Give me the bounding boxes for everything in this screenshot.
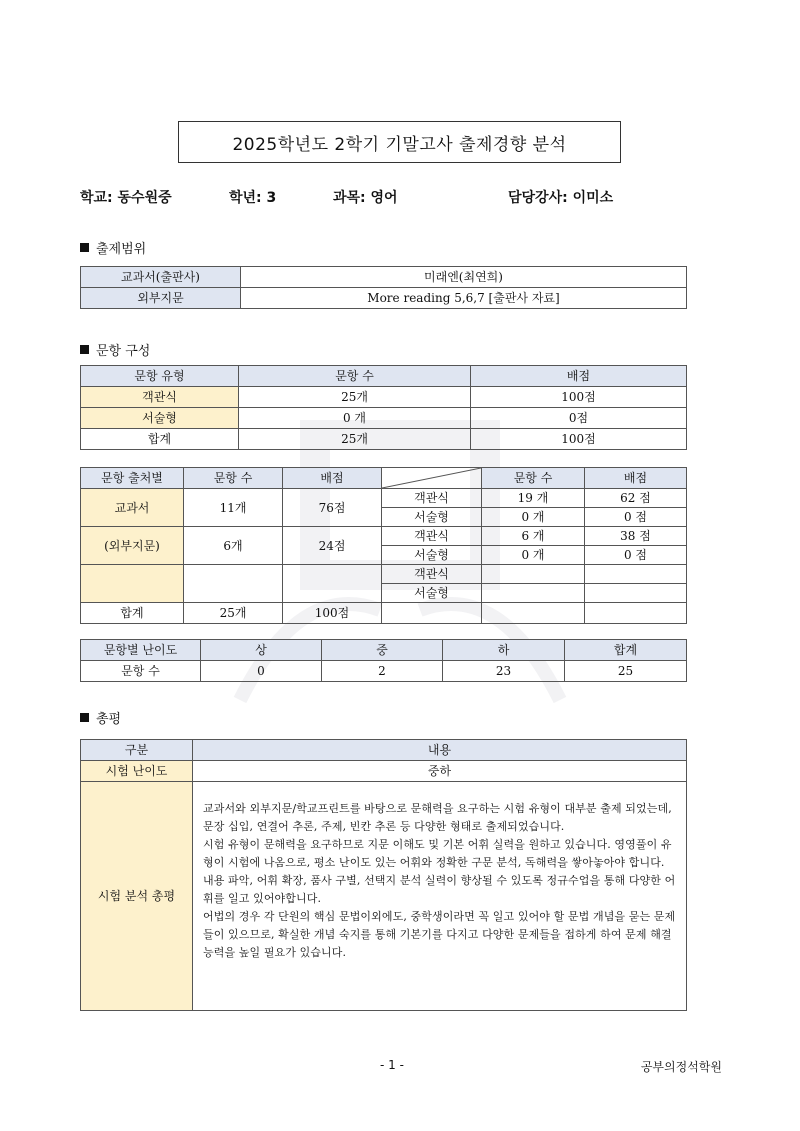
score-cell: 0점	[471, 408, 687, 429]
count-cell: 25개	[239, 429, 471, 450]
summary-paragraph: 시험 유형이 문해력을 요구하므로 지문 이해도 및 기본 어휘 실력을 원하고 있습니다. 영영풀이 유형이 시험에 나옴으로, 평소 난이도 있는 어휘와 정확한 구문 분석, 독해력을 쌓아놓아야 합니다. 내용 파악, 어휘 확장, 품사 구별, 선택지 분석 실력이 향상될 수 있도록 정규수업을 통해 다양한 어휘를 일고 있어야합니다.	[203, 838, 676, 905]
table-row	[81, 603, 687, 624]
header-cell: 배점	[585, 468, 687, 489]
type-cell: 서술형	[81, 408, 239, 429]
section-review-label: 총평	[96, 712, 122, 727]
sub-count-cell: 0 개	[482, 546, 585, 565]
diagonal-line-icon	[382, 468, 481, 488]
header-cell: 구분	[81, 740, 193, 761]
table-row	[81, 782, 687, 1011]
subject-info: 과목: 영어	[333, 190, 398, 206]
level-label-cell: 시험 난이도	[81, 761, 193, 782]
header-cell: 합계	[565, 640, 687, 661]
table-row	[81, 267, 687, 288]
header-cell: 문항 수	[184, 468, 283, 489]
table-row	[81, 761, 687, 782]
header-cell: 문항별 난이도	[81, 640, 201, 661]
type-cell: 합계	[81, 429, 239, 450]
header-cell: 문항 수	[239, 366, 471, 387]
sub-count-cell: 0 개	[482, 508, 585, 527]
sub-score-cell: 62 점	[585, 489, 687, 508]
difficulty-cell: 0	[201, 661, 322, 682]
info-row	[0, 187, 800, 209]
sub-score-cell	[585, 584, 687, 603]
section-review-heading	[80, 708, 121, 727]
header-cell: 문항 출처별	[81, 468, 184, 489]
diagonal-header-cell	[382, 468, 482, 489]
grade-info: 학년: 3	[229, 190, 277, 206]
sub-score-cell: 0 점	[585, 546, 687, 565]
source-count-cell: 11개	[184, 489, 283, 527]
source-name-cell	[81, 565, 184, 603]
table-row	[81, 288, 687, 309]
sub-type-cell: 객관식	[382, 565, 482, 584]
summary-paragraph: 어법의 경우 각 단원의 핵심 문법이외에도, 중학생이라면 꼭 일고 있어야 할 문법 개념을 묻는 문제들이 있으므로, 확실한 개념 숙지를 통해 기본기를 다지고 다양한 문제들을 접하게 하여 문제 해결능력을 높일 필요가 있습니다.	[203, 910, 676, 959]
total-score-cell: 100점	[283, 603, 382, 624]
level-value-cell: 중하	[193, 761, 687, 782]
sub-score-cell: 0 점	[585, 508, 687, 527]
sub-type-cell: 서술형	[382, 508, 482, 527]
review-table	[80, 739, 687, 1011]
table-row	[81, 366, 687, 387]
range-table	[80, 266, 687, 309]
empty-cell	[482, 603, 585, 624]
square-bullet-icon	[80, 713, 89, 722]
count-cell: 25개	[239, 387, 471, 408]
header-cell: 배점	[283, 468, 382, 489]
empty-cell	[382, 603, 482, 624]
total-count-cell: 25개	[184, 603, 283, 624]
table-row	[81, 640, 687, 661]
header-cell: 배점	[471, 366, 687, 387]
sub-type-cell: 서술형	[382, 584, 482, 603]
square-bullet-icon	[80, 243, 89, 252]
source-name-cell: 교과서	[81, 489, 184, 527]
score-cell: 100점	[471, 387, 687, 408]
table-row	[81, 527, 687, 546]
summary-paragraph: 교과서와 외부지문/학교프린트를 바탕으로 문해력을 요구하는 시험 유형이 대부분 출제 되었는데, 문장 십입, 연결어 추론, 주제, 빈칸 추론 등 다양한 형태로 출제되었습니다.	[203, 802, 672, 833]
section-range-label: 출제범위	[96, 242, 147, 257]
sub-type-cell: 객관식	[382, 527, 482, 546]
section-range-heading	[80, 238, 146, 257]
source-score-cell: 24점	[283, 527, 382, 565]
school-info: 학교: 동수원중	[80, 190, 172, 206]
source-count-cell	[184, 565, 283, 603]
table-row	[81, 740, 687, 761]
page-title: 2025학년도 2학기 기말고사 출제경향 분석	[178, 121, 621, 163]
table-row	[81, 387, 687, 408]
source-score-cell: 76점	[283, 489, 382, 527]
source-name-cell: (외부지문)	[81, 527, 184, 565]
table-row	[81, 408, 687, 429]
difficulty-cell: 25	[565, 661, 687, 682]
section-composition-label: 문항 구성	[96, 344, 151, 359]
summary-body-cell	[193, 782, 687, 1011]
teacher-info: 담당강사: 이미소	[508, 190, 614, 206]
square-bullet-icon	[80, 345, 89, 354]
page-number: - 1 -	[380, 1058, 404, 1072]
table-row	[81, 565, 687, 584]
range-label-external: 외부지문	[81, 288, 241, 309]
difficulty-row-label: 문항 수	[81, 661, 201, 682]
source-table	[80, 467, 687, 624]
sub-score-cell: 38 점	[585, 527, 687, 546]
header-cell: 문항 수	[482, 468, 585, 489]
sub-count-cell	[482, 584, 585, 603]
sub-score-cell	[585, 565, 687, 584]
total-label-cell: 합계	[81, 603, 184, 624]
header-cell: 하	[443, 640, 565, 661]
source-count-cell: 6개	[184, 527, 283, 565]
section-composition-heading	[80, 340, 150, 359]
empty-cell	[585, 603, 687, 624]
sub-count-cell	[482, 565, 585, 584]
type-cell: 객관식	[81, 387, 239, 408]
header-cell: 문항 유형	[81, 366, 239, 387]
range-value-external: More reading 5,6,7 [출판사 자료]	[241, 288, 687, 309]
count-cell: 0 개	[239, 408, 471, 429]
sub-count-cell: 6 개	[482, 527, 585, 546]
table-row	[81, 429, 687, 450]
table-row	[81, 468, 687, 489]
composition-table	[80, 365, 687, 450]
summary-label-cell: 시험 분석 총평	[81, 782, 193, 1011]
score-cell: 100점	[471, 429, 687, 450]
difficulty-cell: 2	[322, 661, 443, 682]
range-value-textbook: 미래엔(최연희)	[241, 267, 687, 288]
source-score-cell	[283, 565, 382, 603]
sub-count-cell: 19 개	[482, 489, 585, 508]
table-row	[81, 661, 687, 682]
table-row	[81, 489, 687, 508]
sub-type-cell: 객관식	[382, 489, 482, 508]
difficulty-cell: 23	[443, 661, 565, 682]
difficulty-table	[80, 639, 687, 682]
range-label-textbook: 교과서(출판사)	[81, 267, 241, 288]
header-cell: 중	[322, 640, 443, 661]
header-cell: 상	[201, 640, 322, 661]
sub-type-cell: 서술형	[382, 546, 482, 565]
footer-brand: 공부의정석학원	[640, 1060, 722, 1074]
header-cell: 내용	[193, 740, 687, 761]
